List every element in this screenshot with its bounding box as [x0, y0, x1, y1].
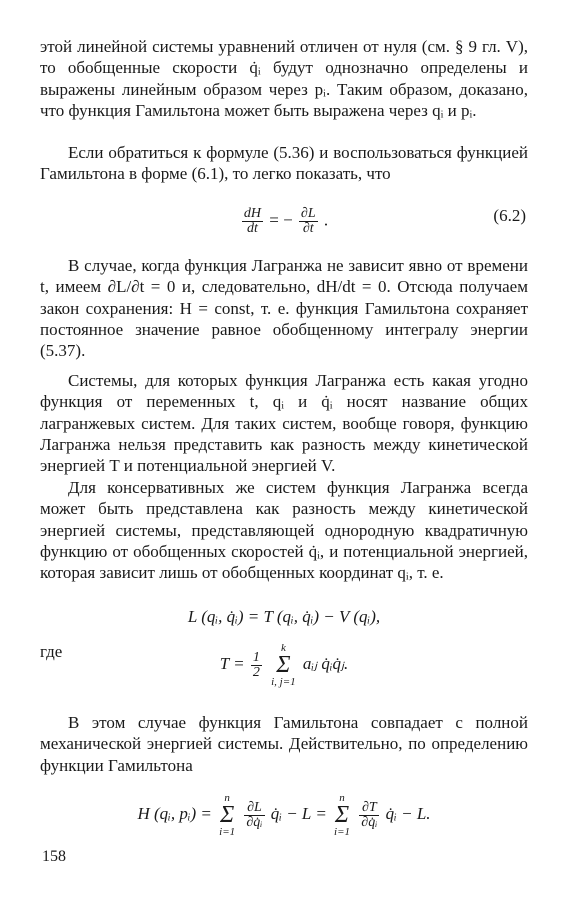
- paragraph-1: этой линейной системы уравнений отличен от нуля (см. § 9 гл. V), то обобщенные скорости q̇ᵢ будут однозначно определены и выражены линейным образом через pᵢ. Таким образом, доказано, что функция Гамильтона может быть выражена через qᵢ и pᵢ.: [40, 37, 528, 120]
- page-number: 158: [42, 848, 66, 865]
- paragraph-3: В случае, когда функция Лагранжа не зависит явно от времени t, имеем ∂L/∂t = 0 и, следовательно, dH/dt = 0. Отсюда получаем закон сохранения: H = const, т. е. функция Гамильтона сохраняет постоянное значение равное обобщенному интегралу энергии (5.37).: [40, 256, 528, 361]
- lagrangian-equation: L (qᵢ, q̇ᵢ) = T (qᵢ, q̇ᵢ) − V (qᵢ),: [187, 607, 381, 626]
- paragraph-4: Системы, для которых функция Лагранжа есть какая угодно функция от переменных t, qᵢ и q̇ᵢ носят название общих лагранжевых систем. Для таких систем, вообще говоря, функцию Лагранжа нельзя представить как разность между кинетической энергией T и потенциальной энергией V.: [40, 371, 528, 476]
- paragraph-5: Для консервативных же систем функция Лагранжа всегда может быть представлена как разность между кинетической энергией системы, представляющей однородную квадратичную функцию от обобщенных скоростей q̇ᵢ, и потенциальной энергией, которая зависит лишь от обобщенных координат qᵢ, т. е.: [40, 478, 528, 583]
- paragraph-2: Если обратиться к формуле (5.36) и воспользоваться функцией Гамильтона в форме (6.1), то легко показать, что: [40, 143, 528, 184]
- paragraph-6: В этом случае функция Гамильтона совпадает с полной механической энергией системы. Действительно, по определению функции Гамильтона: [40, 713, 528, 775]
- gde-label: где: [40, 642, 63, 661]
- equation-number: (6.2): [493, 206, 526, 225]
- hamiltonian-equation: H (qᵢ, pᵢ) = n Σ i=1 $\frac{\partial L}{\text{∂q̇ᵢ}}$ q̇ᵢ − L = n Σ i=1 $\frac{\partial T}{\text{∂q̇ᵢ}}$ q̇ᵢ − L.: [137, 792, 431, 838]
- kinetic-energy-equation: T = $\frac{1}{2}$ k Σ i, j=1 aᵢⱼ q̇ᵢq̇ⱼ.: [219, 642, 349, 688]
- equation-6-2: $\frac{dH}{dt}$ = − $\frac{\partial L}{\partial t}$ . (6.2): [243, 206, 526, 236]
